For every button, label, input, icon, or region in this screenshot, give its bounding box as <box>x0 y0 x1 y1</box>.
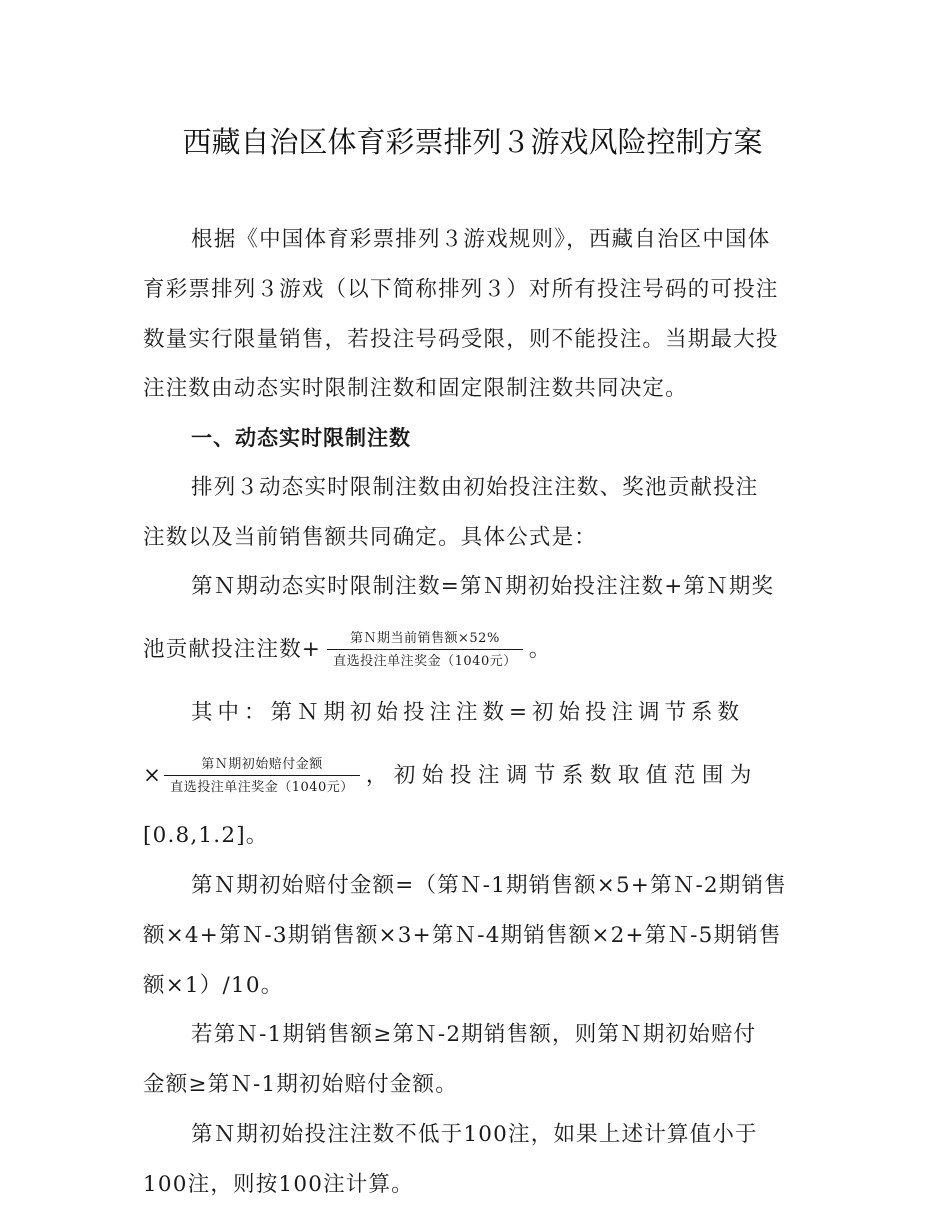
fraction-numerator: 第Ｎ期当前销售额×52% <box>327 630 523 650</box>
paragraph-line: 额×4+第Ｎ-3期销售额×3+第Ｎ-4期销售额×2+第Ｎ-5期销售 <box>143 923 782 948</box>
fraction <box>164 756 360 796</box>
paragraph-line: [0.8,1.2]。 <box>143 823 269 848</box>
formula-line: 第Ｎ期动态实时限制注数=第Ｎ期初始投注注数+第Ｎ期奖 <box>191 574 775 599</box>
paragraph-line: 育彩票排列３游戏（以下简称排列３）对所有投注号码的可投注 <box>143 277 779 302</box>
section-heading: 一、动态实时限制注数 <box>191 426 411 450</box>
page-title: 西藏自治区体育彩票排列３游戏风险控制方案 <box>182 125 763 159</box>
formula-text: 池贡献投注注数+ <box>143 637 322 662</box>
formula-text: 。 <box>528 637 552 662</box>
paragraph-line: 若第Ｎ-1期销售额≥第Ｎ-2期销售额，则第Ｎ期初始赔付 <box>191 1022 757 1047</box>
formula-line: 其中：第Ｎ期初始投注注数=初始投注调节系数 <box>191 700 745 725</box>
paragraph-line: 额×1）/10。 <box>143 973 284 998</box>
paragraph-line: 注数以及当前销售额共同确定。具体公式是： <box>143 525 598 550</box>
fraction-numerator: 第Ｎ期初始赔付金额 <box>164 756 360 776</box>
paragraph-line: 第Ｎ期初始投注注数不低于100注，如果上述计算值小于 <box>191 1122 758 1147</box>
paragraph-line: 注注数由动态实时限制注数和固定限制注数共同决定。 <box>143 376 688 401</box>
paragraph-line: 排列３动态实时限制注数由初始投注注数、奖池贡献投注 <box>191 475 759 500</box>
fraction-denominator: 直选投注单注奖金（1040元） <box>170 780 354 795</box>
formula-text: ，初始投注调节系数取值范围为 <box>365 763 758 788</box>
paragraph-line: 根据《中国体育彩票排列３游戏规则》，西藏自治区中国体 <box>191 227 771 252</box>
fraction-denominator: 直选投注单注奖金（1040元） <box>333 654 517 669</box>
fraction <box>327 630 523 670</box>
formula-line-with-fraction <box>143 626 808 674</box>
paragraph-line: 金额≥第Ｎ-1期初始赔付金额。 <box>143 1072 458 1097</box>
paragraph-line: 第Ｎ期初始赔付金额=（第Ｎ-1期销售额×5+第Ｎ-2期销售 <box>191 873 787 898</box>
paragraph-line: 数量实行限量销售，若投注号码受限，则不能投注。当期最大投 <box>143 327 779 352</box>
formula-text: × <box>143 763 163 788</box>
formula-line-with-fraction <box>143 752 808 800</box>
paragraph-line: 100注，则按100注计算。 <box>143 1172 414 1197</box>
